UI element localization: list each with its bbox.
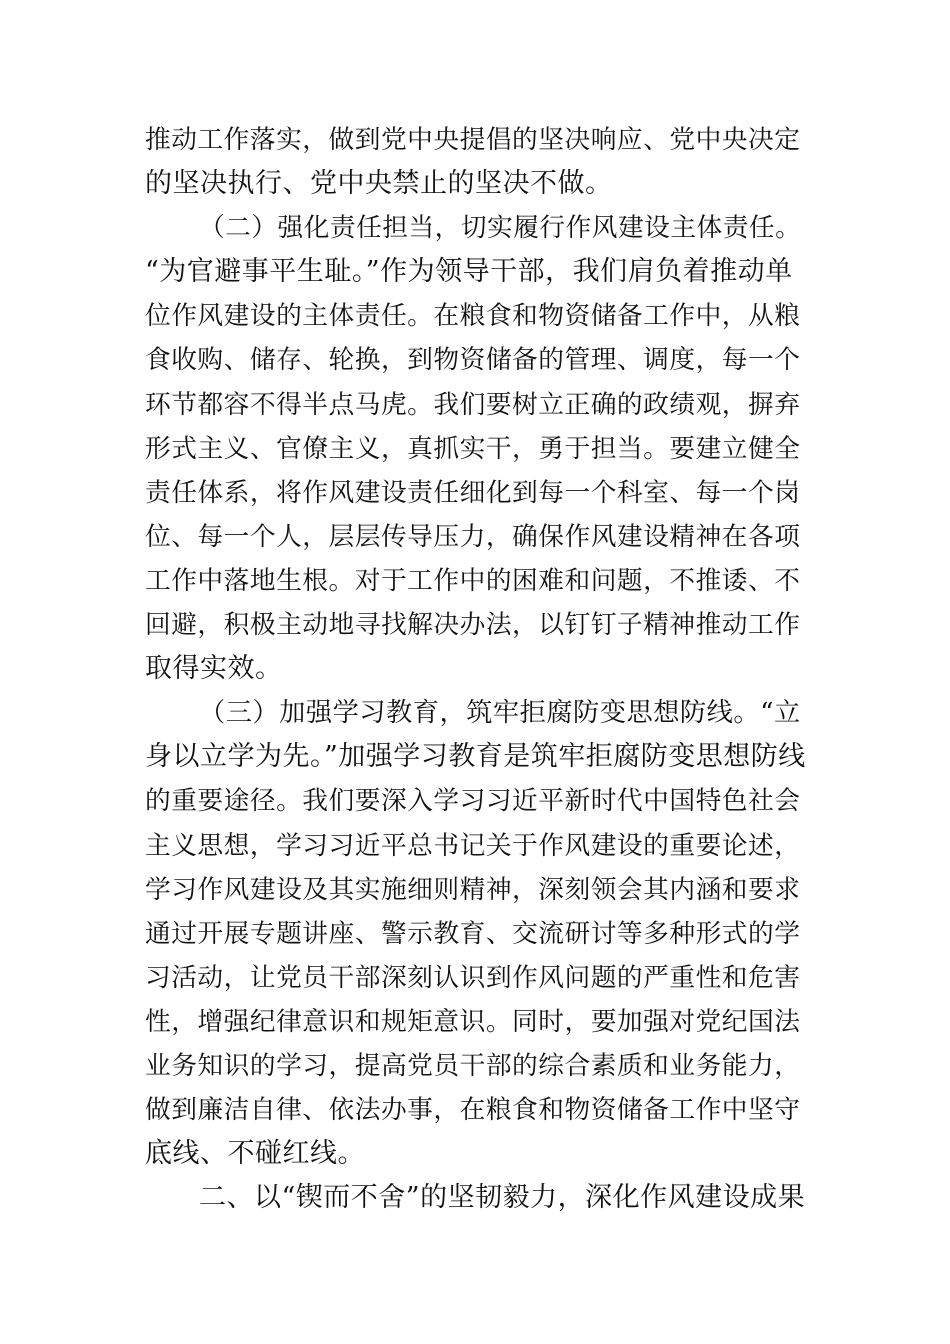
text-line: 主义思想，学习习近平总书记关于作风建设的重要论述， xyxy=(145,830,801,861)
text-line: 底线、不碰红线。 xyxy=(145,1138,365,1170)
text-line: 推动工作落实，做到党中央提倡的坚决响应、党中央决定 xyxy=(145,125,801,155)
text-line: 业务知识的学习，提高党员干部的综合素质和业务能力， xyxy=(145,1050,801,1081)
text-line: 环节都容不得半点马虎。我们要树立正确的政绩观，摒弃 xyxy=(145,389,801,420)
text-line: 形式主义、官僚主义，真抓实干，勇于担当。要建立健全 xyxy=(145,433,801,464)
text-line: 学习作风建设及其实施细则精神，深刻领会其内涵和要求 xyxy=(145,874,801,905)
section-heading-2: （二）强化责任担当，切实履行作风建设主体责任。 xyxy=(199,213,802,244)
text-line: 位作风建设的主体责任。在粮食和物资储备工作中，从粮 xyxy=(145,301,801,332)
section-heading-3: （三）加强学习教育，筑牢拒腐防变思想防线。“立 xyxy=(199,698,801,729)
text-line: “为官避事平生耻。”作为领导干部，我们肩负着推动单 xyxy=(145,256,793,288)
text-line: 位、每一个人，层层传导压力，确保作风建设精神在各项 xyxy=(145,521,801,552)
text-line: 的重要途径。我们要深入学习习近平新时代中国特色社会 xyxy=(145,786,801,817)
text-line: 的坚决执行、党中央禁止的坚决不做。 xyxy=(145,168,613,200)
text-line: 工作中落地生根。对于工作中的困难和问题，不推诿、不 xyxy=(145,565,801,596)
chapter-heading-2: 二、以“锲而不舍”的坚韧毅力，深化作风建设成果 xyxy=(199,1182,806,1214)
body-text xyxy=(145,118,810,1220)
text-line: 食收购、储存、轮换，到物资储备的管理、调度，每一个 xyxy=(145,345,801,376)
text-line: 性，增强纪律意识和规矩意识。同时，要加强对党纪国法 xyxy=(145,1006,801,1037)
text-line: 通过开展专题讲座、警示教育、交流研讨等多种形式的学 xyxy=(145,918,801,949)
text-line: 身以立学为先。”加强学习教育是筑牢拒腐防变思想防线 xyxy=(145,741,806,773)
text-line: 回避，积极主动地寻找解决办法，以钉钉子精神推动工作 xyxy=(145,610,801,641)
text-line: 习活动，让党员干部深刻认识到作风问题的严重性和危害 xyxy=(145,962,801,993)
text-line: 做到廉洁自律、依法办事，在粮食和物资储备工作中坚守 xyxy=(145,1095,801,1126)
text-line: 责任体系，将作风建设责任细化到每一个科室、每一个岗 xyxy=(145,477,801,508)
text-line: 取得实效。 xyxy=(145,653,283,685)
